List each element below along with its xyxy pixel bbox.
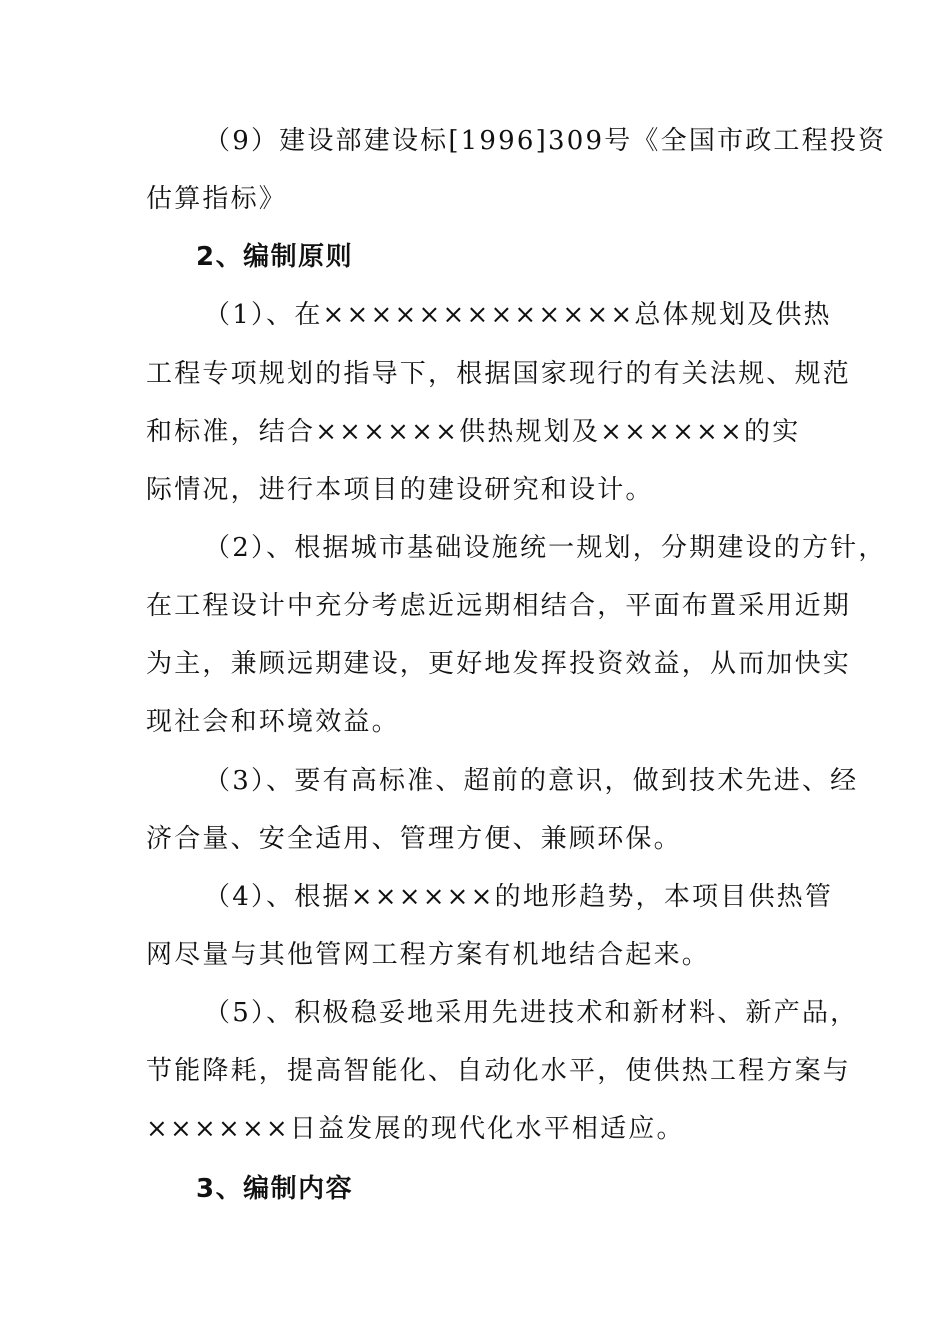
paragraph-3-line-2: 济合量、安全适用、管理方便、兼顾环保。	[146, 824, 682, 854]
paragraph-4-line-2: 网尽量与其他管网工程方案有机地结合起来。	[146, 940, 711, 970]
paragraph-2-line-1: （2）、根据城市基础设施统一规划，分期建设的方针，	[204, 533, 887, 563]
paragraph-5-line-3: ××××××日益发展的现代化水平相适应。	[146, 1114, 685, 1144]
paragraph-1-line-3: 和标准，结合××××××供热规划及××××××的实	[146, 417, 801, 447]
paragraph-2-line-3: 为主，兼顾远期建设，更好地发挥投资效益，从而加快实	[146, 649, 852, 679]
paragraph-1-line-4: 际情况，进行本项目的建设研究和设计。	[146, 475, 654, 505]
paragraph-9-line-1: （9）建设部建设标[1996]309号《全国市政工程投资	[204, 126, 887, 156]
paragraph-2-line-2: 在工程设计中充分考虑近远期相结合，平面布置采用近期	[146, 591, 852, 621]
section-heading-2: 2、编制原则	[196, 242, 354, 272]
paragraph-5-line-2: 节能降耗，提高智能化、自动化水平，使供热工程方案与	[146, 1056, 852, 1086]
paragraph-1-line-1: （1）、在×××××××××××××总体规划及供热	[204, 300, 832, 330]
section-heading-3: 3、编制内容	[196, 1174, 354, 1204]
paragraph-4-line-1: （4）、根据××××××的地形趋势，本项目供热管	[204, 882, 834, 912]
paragraph-9-line-2: 估算指标》	[146, 184, 288, 214]
paragraph-1-line-2: 工程专项规划的指导下，根据国家现行的有关法规、规范	[146, 359, 852, 389]
paragraph-2-line-4: 现社会和环境效益。	[146, 707, 400, 737]
paragraph-5-line-1: （5）、积极稳妥地采用先进技术和新材料、新产品，	[204, 998, 859, 1028]
paragraph-3-line-1: （3）、要有高标准、超前的意识，做到技术先进、经	[204, 766, 859, 796]
